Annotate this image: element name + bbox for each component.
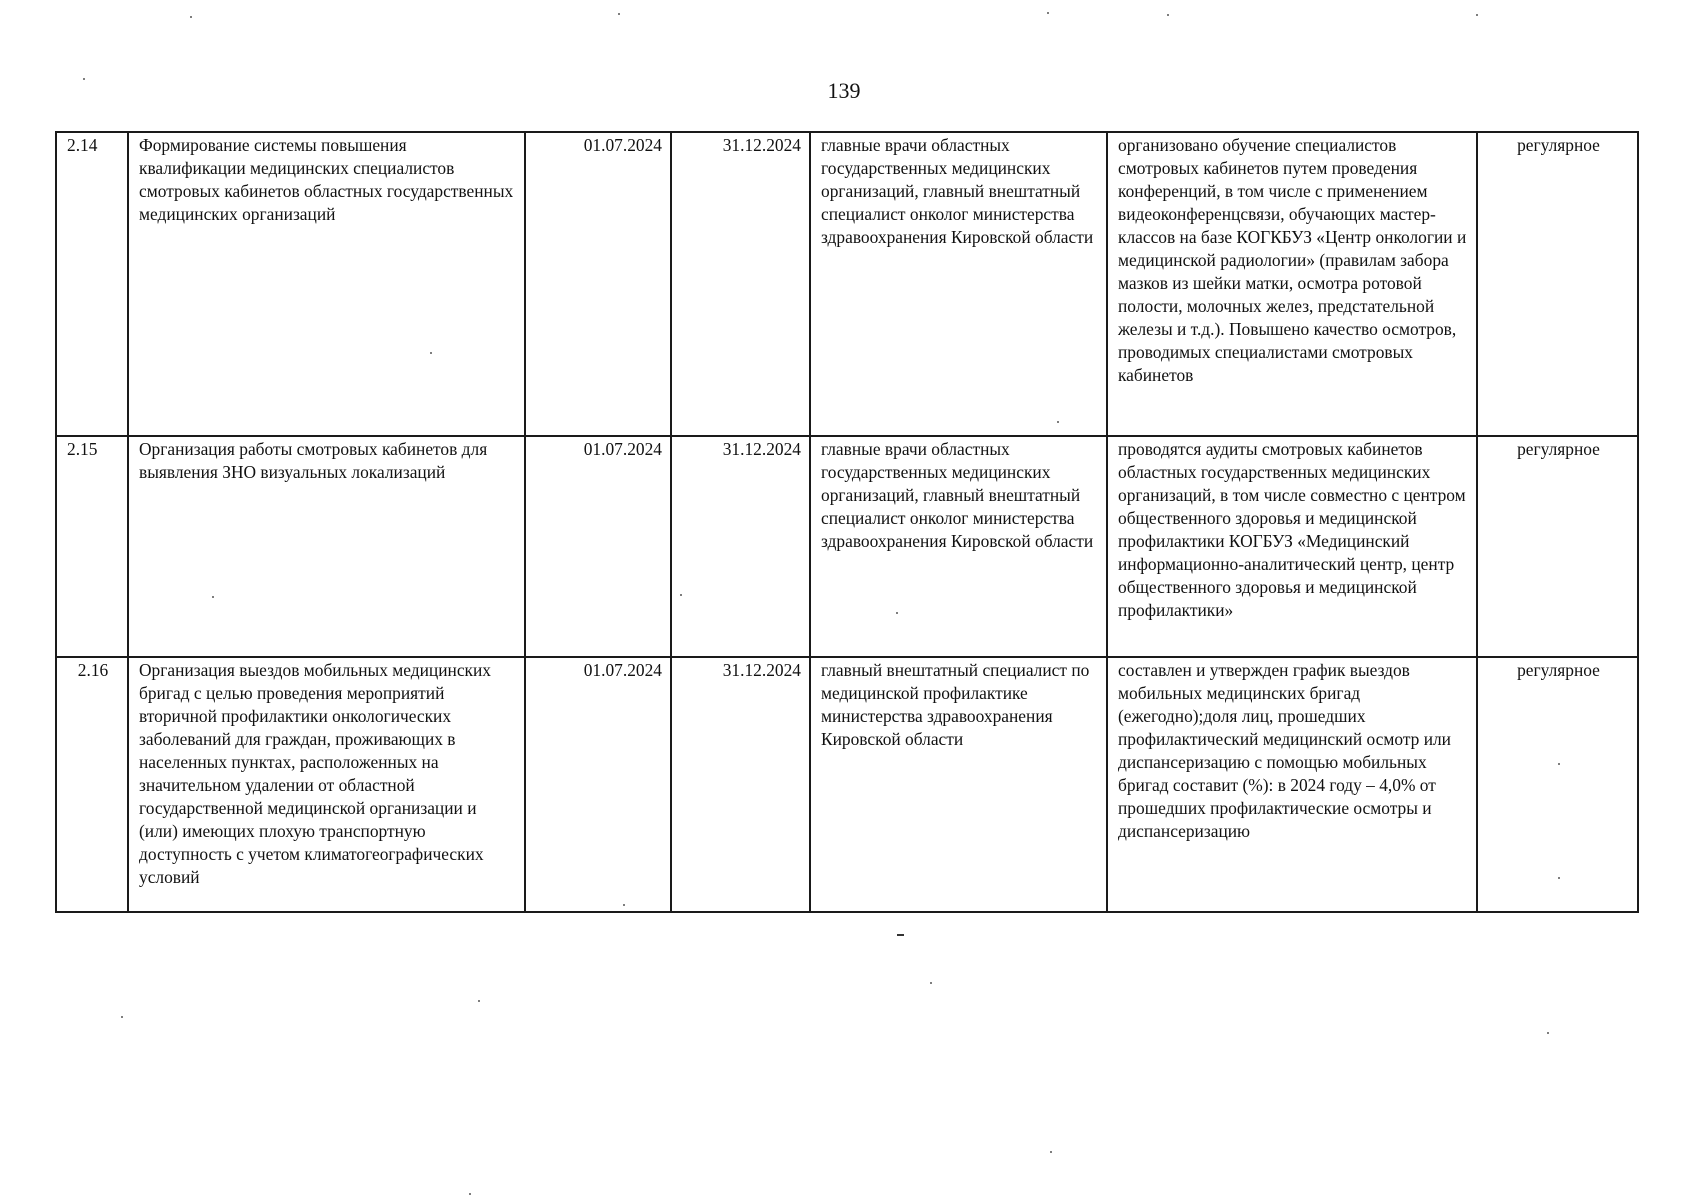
scan-speck <box>83 78 85 80</box>
frequency: регулярное <box>1477 657 1638 912</box>
scan-speck <box>121 1016 123 1018</box>
responsible-executors: главный внештатный специалист по медицинской профилактике министерства здравоохранения Кировской области <box>810 657 1107 912</box>
start-date: 01.07.2024 <box>525 132 671 436</box>
scan-speck <box>930 982 932 984</box>
scan-speck <box>1050 1151 1052 1153</box>
frequency: регулярное <box>1477 436 1638 657</box>
item-number: 2.14 <box>56 132 128 436</box>
measure-name: Организация работы смотровых кабинетов для выявления ЗНО визуальных локализаций <box>128 436 525 657</box>
expected-result: проводятся аудиты смотровых кабинетов областных государственных медицинских организаций, в том числе совместно с центром общественного здоровья и медицинской профилактики КОГБУЗ «Медицинский информационно-аналитический центр, центр общественного здоровья и медицинской профилактики» <box>1107 436 1477 657</box>
measure-name: Формирование системы повышения квалификации медицинских специалистов смотровых кабинетов областных государственных медицинских организаций <box>128 132 525 436</box>
scan-speck <box>896 612 898 614</box>
table-row <box>56 657 1638 912</box>
scan-dash <box>897 934 904 936</box>
scan-speck <box>1167 14 1169 16</box>
end-date: 31.12.2024 <box>671 657 810 912</box>
item-number: 2.16 <box>56 657 128 912</box>
expected-result: составлен и утвержден график выездов мобильных медицинских бригад (ежегодно);доля лиц, прошедших профилактический медицинский осмотр или диспансеризацию с помощью мобильных бригад составит (%): в 2024 году – 4,0% от прошедших профилактические осмотры и диспансеризацию <box>1107 657 1477 912</box>
scan-speck <box>1057 421 1059 423</box>
scan-speck <box>623 904 625 906</box>
scan-speck <box>1547 1032 1549 1034</box>
scan-speck <box>190 16 192 18</box>
scan-speck <box>618 13 620 15</box>
table-row <box>56 436 1638 657</box>
page-number: 139 <box>827 78 861 103</box>
start-date: 01.07.2024 <box>525 657 671 912</box>
scan-speck <box>469 1193 471 1195</box>
scan-speck <box>1047 12 1049 14</box>
scan-speck <box>430 352 432 354</box>
scan-speck <box>680 594 682 596</box>
expected-result: организовано обучение специалистов смотровых кабинетов путем проведения конференций, в том числе с применением видеоконференцсвязи, обучающих мастер-классов на базе КОГКБУЗ «Центр онкологии и медицинской радиологии» (правилам забора мазков из шейки матки, осмотра ротовой полости, молочных желез, предстательной железы и т.д.). Повышено качество осмотров, проводимых специалистами смотровых кабинетов <box>1107 132 1477 436</box>
scan-speck <box>478 1000 480 1002</box>
end-date: 31.12.2024 <box>671 436 810 657</box>
measure-name: Организация выездов мобильных медицинских бригад с целью проведения мероприятий вторичной профилактики онкологических заболеваний для граждан, проживающих в населенных пунктах, расположенных на значительном удалении от областной государственной медицинской организации и (или) имеющих плохую транспортную доступность с учетом климатогеографических условий <box>128 657 525 912</box>
responsible-executors: главные врачи областных государственных медицинских организаций, главный внештатный специалист онколог министерства здравоохранения Кировской области <box>810 436 1107 657</box>
start-date: 01.07.2024 <box>525 436 671 657</box>
frequency: регулярное <box>1477 132 1638 436</box>
scan-speck <box>1558 763 1560 765</box>
scan-speck <box>1558 877 1560 879</box>
scan-speck <box>1476 14 1478 16</box>
responsible-executors: главные врачи областных государственных медицинских организаций, главный внештатный специалист онколог министерства здравоохранения Кировской области <box>810 132 1107 436</box>
table-row <box>56 132 1638 436</box>
item-number: 2.15 <box>56 436 128 657</box>
measures-table <box>55 131 1639 913</box>
end-date: 31.12.2024 <box>671 132 810 436</box>
scan-speck <box>212 596 214 598</box>
